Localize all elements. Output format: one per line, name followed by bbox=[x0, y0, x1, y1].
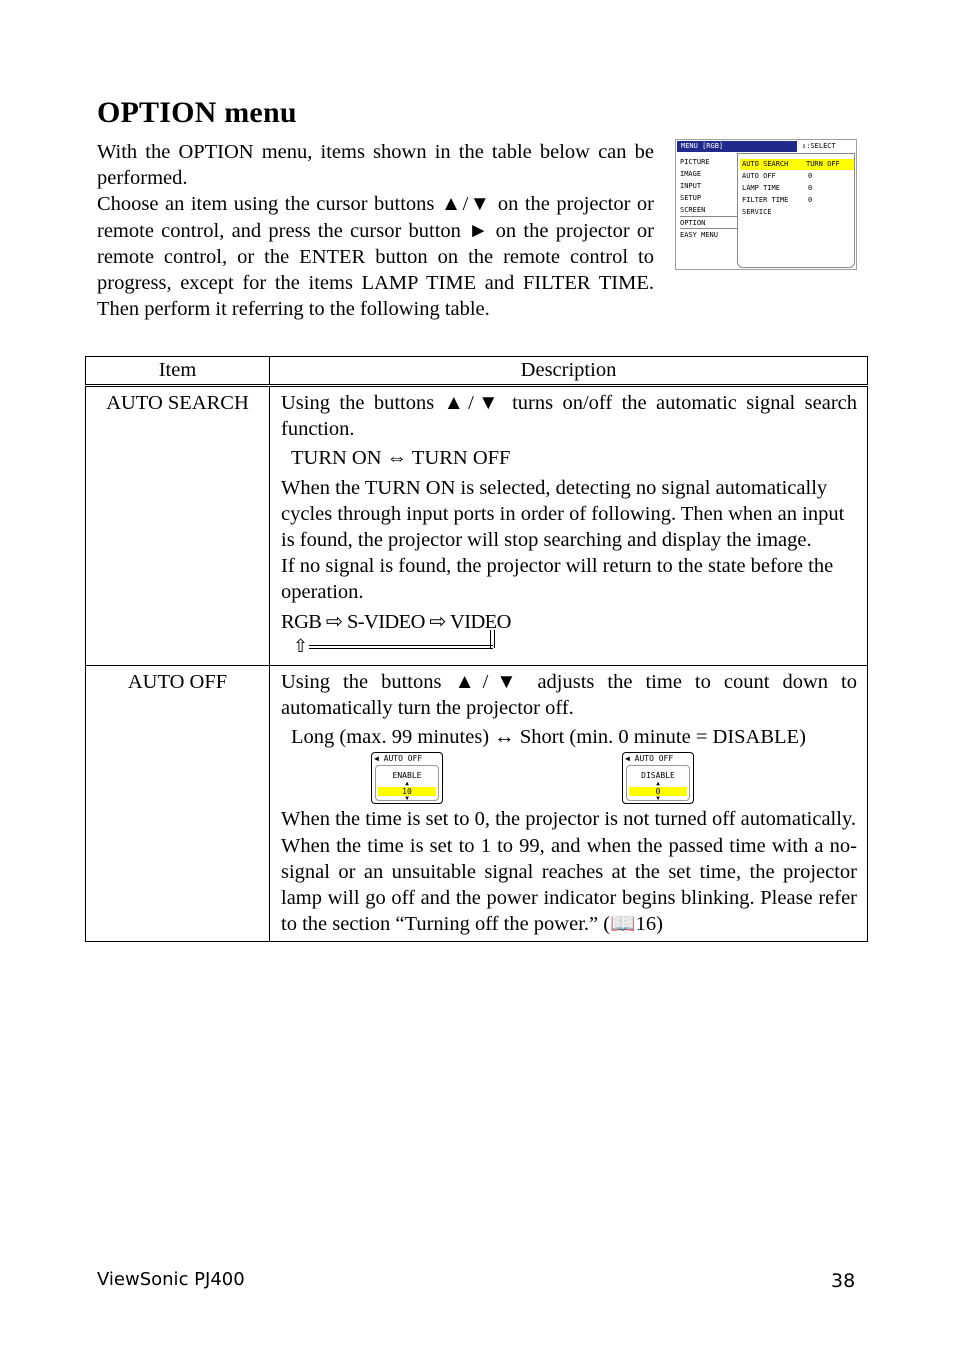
dialog-state: DISABLE bbox=[641, 771, 675, 781]
auto-off-enable-dialog bbox=[371, 752, 443, 804]
dialog-header: ◀ AUTO OFF bbox=[625, 754, 674, 764]
option-menu-screenshot bbox=[675, 139, 857, 270]
dialog-value: 10 bbox=[378, 787, 436, 796]
desc-text: Using the buttons ▲/▼ adjusts the time to count down to automatically turn the projector off. bbox=[281, 670, 857, 720]
intro-paragraph-2: Choose an item using the cursor buttons ▲/▼ on the projector or remote control, and press the cursor button ► on the projector or remote control, or the ENTER button on the remote control to progress, except for the items LAMP TIME and FILTER TIME. Then perform it referring to the following table. bbox=[97, 193, 654, 321]
dialog-box bbox=[626, 765, 690, 801]
option-values: TURN ON ⇔ TURN OFF bbox=[291, 447, 511, 470]
row-value: 0 bbox=[808, 184, 813, 192]
menu-item: SCREEN bbox=[680, 206, 706, 214]
auto-off-disable-dialog bbox=[622, 752, 694, 804]
dialog-value: 0 bbox=[629, 787, 687, 796]
menu-row bbox=[742, 183, 813, 194]
intro-text bbox=[97, 139, 654, 322]
menu-item-selected: OPTION bbox=[680, 216, 738, 229]
menu-row bbox=[742, 171, 813, 182]
up-arrow-icon: ⇧ bbox=[293, 635, 309, 656]
menu-item: INPUT bbox=[680, 182, 702, 190]
menu-row-highlighted bbox=[740, 159, 854, 170]
auto-off-examples bbox=[281, 750, 857, 806]
menu-item: PICTURE bbox=[680, 158, 710, 166]
menu-right-panel bbox=[737, 153, 855, 268]
loop-back-arrow bbox=[281, 635, 857, 661]
header-description: Description bbox=[270, 357, 868, 386]
triangle-down-icon: ▼ bbox=[405, 795, 409, 803]
menu-header: MENU [RGB] bbox=[677, 141, 797, 152]
page-number: 38 bbox=[831, 1270, 856, 1292]
desc-auto-search bbox=[270, 386, 868, 666]
intro-paragraph-1: With the OPTION menu, items shown in the table below can be performed. bbox=[97, 141, 654, 190]
row-value: 0 bbox=[808, 172, 813, 180]
menu-left-list bbox=[680, 156, 738, 241]
dialog-box bbox=[375, 765, 439, 801]
desc-text: Using the buttons ▲/▼ turns on/off the automatic signal search function. bbox=[281, 392, 857, 441]
menu-row bbox=[742, 195, 813, 206]
desc-auto-off bbox=[270, 665, 868, 942]
footer-brand: ViewSonic PJ400 bbox=[97, 1269, 245, 1290]
range-text: Long (max. 99 minutes) ↔ Short (min. 0 minute = DISABLE) bbox=[291, 726, 806, 749]
row-label: AUTO OFF bbox=[742, 172, 776, 180]
desc-text: When the time is set to 0, the projector is not turned off automatically. bbox=[281, 808, 856, 831]
menu-row bbox=[742, 207, 772, 218]
table-header-row bbox=[86, 357, 868, 386]
row-label: SERVICE bbox=[742, 208, 772, 216]
row-label: LAMP TIME bbox=[742, 184, 780, 192]
table-row-auto-search bbox=[86, 386, 868, 666]
option-table bbox=[85, 356, 868, 942]
loop-corner bbox=[490, 630, 495, 648]
table-row-auto-off bbox=[86, 665, 868, 942]
desc-text: When the TURN ON is selected, detecting no signal automatically cycles through input ports in order of following. Then when an input is found, the projector will stop searching and display the image. bbox=[281, 476, 845, 552]
dialog-header: ◀ AUTO OFF bbox=[374, 754, 423, 764]
item-auto-search: AUTO SEARCH bbox=[86, 386, 270, 666]
row-value: TURN OFF bbox=[806, 160, 840, 168]
select-hint: ⇕:SELECT bbox=[798, 141, 855, 152]
row-label: AUTO SEARCH bbox=[742, 160, 789, 168]
header-item: Item bbox=[86, 357, 270, 386]
page-title: OPTION menu bbox=[97, 96, 297, 129]
menu-item: IMAGE bbox=[680, 170, 702, 178]
triangle-up-icon: ▲ bbox=[656, 780, 660, 788]
dialog-state: ENABLE bbox=[392, 771, 422, 781]
menu-item: SETUP bbox=[680, 194, 702, 202]
menu-item: EASY MENU bbox=[680, 231, 718, 239]
desc-text: If no signal is found, the projector will return to the state before the operation. bbox=[281, 555, 834, 604]
row-value: 0 bbox=[808, 196, 813, 204]
triangle-up-icon: ▲ bbox=[405, 780, 409, 788]
triangle-down-icon: ▼ bbox=[656, 795, 660, 803]
desc-text: When the time is set to 1 to 99, and when the passed time with a no-signal or an unsuitable signal reaches at the set time, the projector lamp will go off and the power indicator begins blinking. Please refer to the section “Turning off the power.” (📖16) bbox=[281, 834, 857, 936]
item-auto-off: AUTO OFF bbox=[86, 665, 270, 942]
input-cycle-order: RGB ⇨ S-VIDEO ⇨ VIDEO bbox=[281, 610, 511, 633]
loop-line bbox=[309, 645, 493, 649]
row-label: FILTER TIME bbox=[742, 196, 789, 204]
